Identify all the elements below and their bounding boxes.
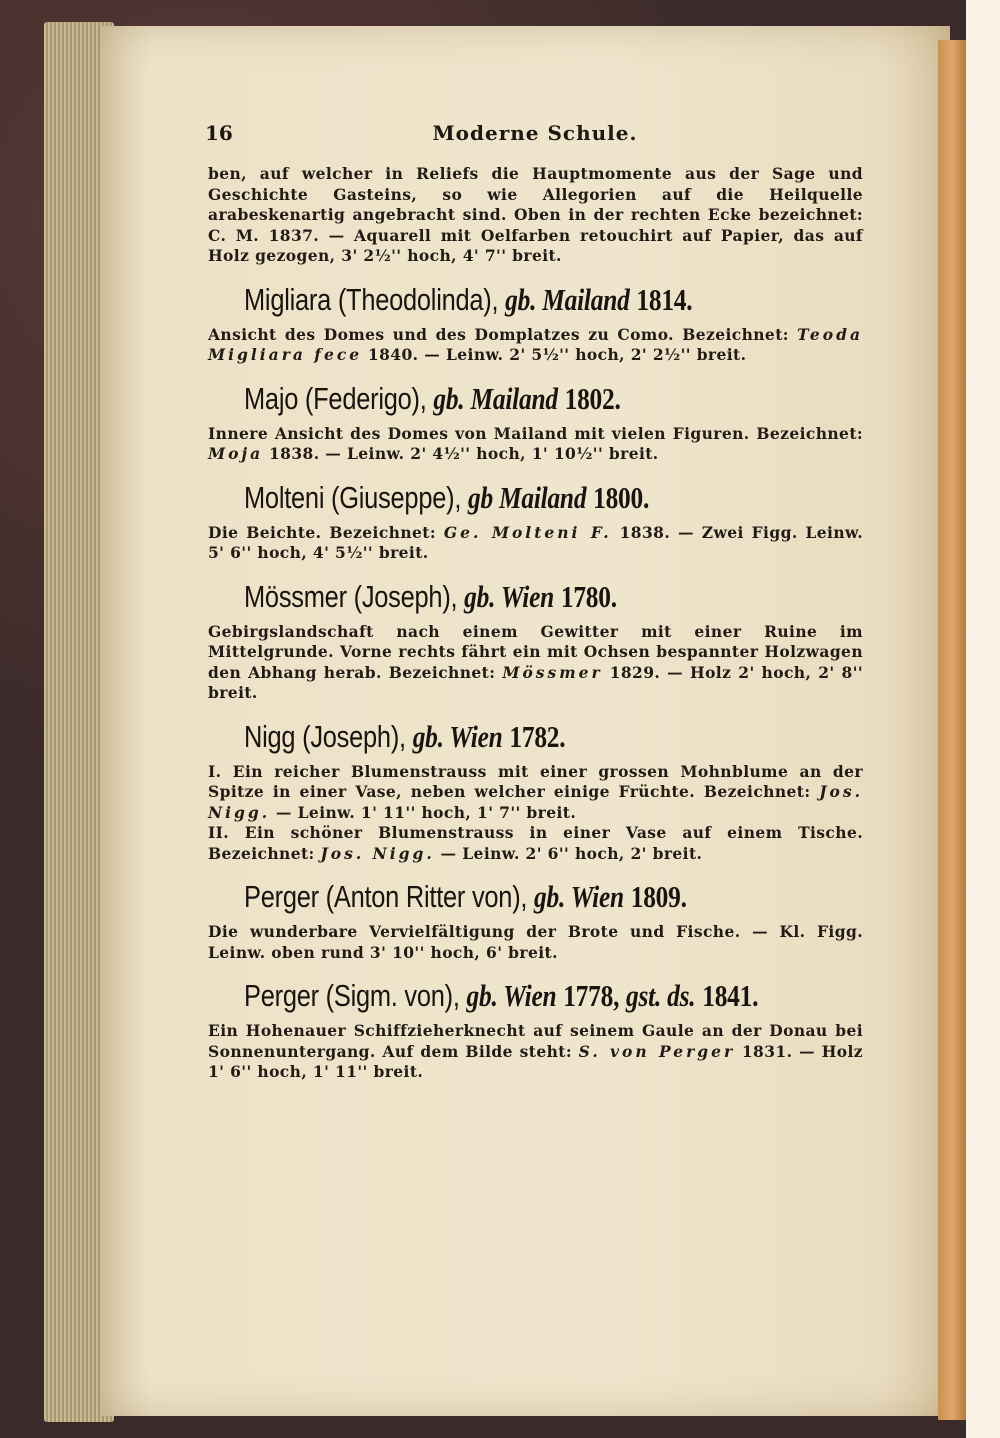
signature: Jos. Nigg.: [208, 782, 863, 822]
birth-year: 1782.: [509, 718, 566, 754]
running-head: Moderne Schule.: [432, 121, 638, 145]
catalog-text: [208, 164, 863, 1083]
entry-description: Ansicht des Domes und des Domplatzes zu Como. Bezeichnet: Teoda Migliara fece 1840. — Leinw. 2' 5½'' hoch, 2' 2½'' breit.: [208, 324, 863, 364]
signature: S. von Perger: [578, 1041, 736, 1061]
entry-description: Gebirgslandschaft nach einem Gewitter mit einer Ruine im Mittelgrunde. Vorne rechts fährt ein mit Ochsen bespannter Holzwagen den Abhang herab. Bezeichnet: Mössmer 1829. — Holz 2' hoch, 2' 8'' breit.: [208, 621, 863, 702]
right-page-edge: [938, 40, 966, 1420]
entry-description: I. Ein reicher Blumenstrauss mit einer grossen Mohnblume an der Spitze in einer Vase, neben welcher einige Früchte. Bezeichnet: Jos. Nigg. — Leinw. 1' 11'' hoch, 1' 7'' breit.: [208, 761, 863, 822]
signature: Ge. Molteni F.: [443, 522, 612, 542]
birth-year: 1814.: [636, 281, 693, 317]
birthplace: gb. Wien: [534, 879, 624, 914]
birth-year: 1778,: [563, 978, 620, 1013]
entry-heading-perger-anton: [244, 878, 752, 916]
signature: Teoda Migliara fece: [208, 324, 863, 364]
artist-name: Perger (Anton Ritter von),: [244, 879, 528, 914]
artist-name: Nigg (Joseph),: [244, 718, 406, 754]
artist-name: Mössmer (Joseph),: [244, 578, 458, 614]
intro-paragraph: ben, auf welcher in Reliefs die Hauptmomente aus der Sage und Geschichte Gasteins, so wie Allegorien auf die Heilquelle arabeskenartig angebracht sind. Oben in der rechten Ecke bezeichnet: C. M. 1837. — Aquarell mit Oelfarben retouchirt auf Papier, das auf Holz gezogen, 3' 2½'' hoch, 4' 7'' breit.: [208, 164, 863, 265]
birthplace: gb. Wien: [464, 578, 555, 614]
death-place: gst. ds.: [626, 978, 696, 1013]
page-header: [205, 121, 865, 147]
birthplace: gb Mailand: [467, 479, 587, 515]
entry-heading-molteni: [244, 479, 752, 517]
entry-heading-majo: [244, 380, 752, 418]
entry-description: Die Beichte. Bezeichnet: Ge. Molteni F. 1838. — Zwei Figg. Leinw. 5' 6'' hoch, 4' 5½'' breit.: [208, 522, 863, 562]
birth-year: 1802.: [564, 380, 621, 416]
entry-description: Die wunderbare Vervielfältigung der Brote und Fische. — Kl. Figg. Leinw. oben rund 3' 10'' hoch, 6' breit.: [208, 922, 863, 962]
entry-heading-perger-sigm: [244, 977, 759, 1015]
entry-description: Ein Hohenauer Schiffzieherknecht auf seinem Gaule an der Donau bei Sonnenuntergang. Auf dem Bilde steht: S. von Perger 1831. — Holz 1' 6'' hoch, 1' 11'' breit.: [208, 1021, 863, 1081]
entry-description-second: II. Ein schöner Blumenstrauss in einer Vase auf einem Tische. Bezeichnet: Jos. Nigg. — Leinw. 2' 6'' hoch, 2' breit.: [208, 823, 863, 863]
signature: Mössmer: [502, 662, 603, 682]
birth-year: 1809.: [630, 879, 687, 914]
death-year: 1841.: [702, 978, 759, 1013]
birthplace: gb. Mailand: [433, 380, 558, 416]
birthplace: gb. Mailand: [505, 281, 630, 317]
artist-name: Molteni (Giuseppe),: [244, 479, 462, 515]
background-margin: [966, 0, 1000, 1438]
birthplace: gb. Wien: [412, 718, 503, 754]
birthplace: gb. Wien: [466, 978, 557, 1013]
signature: Moja: [208, 444, 264, 463]
entry-heading-nigg: [244, 718, 752, 756]
entry-heading-moessmer: [244, 578, 752, 616]
entry-description: Innere Ansicht des Domes von Mailand mit vielen Figuren. Bezeichnet: Moja 1838. — Leinw. 2' 4½'' hoch, 1' 10½'' breit.: [208, 423, 863, 463]
birth-year: 1800.: [593, 479, 650, 515]
birth-year: 1780.: [560, 578, 617, 614]
page-number: 16: [205, 121, 233, 145]
entry-heading-migliara: [244, 281, 752, 319]
signature: Jos. Nigg.: [320, 843, 435, 863]
artist-name: Majo (Federigo),: [244, 380, 427, 416]
artist-name: Perger (Sigm. von),: [244, 978, 460, 1013]
artist-name: Migliara (Theodolinda),: [244, 281, 499, 317]
